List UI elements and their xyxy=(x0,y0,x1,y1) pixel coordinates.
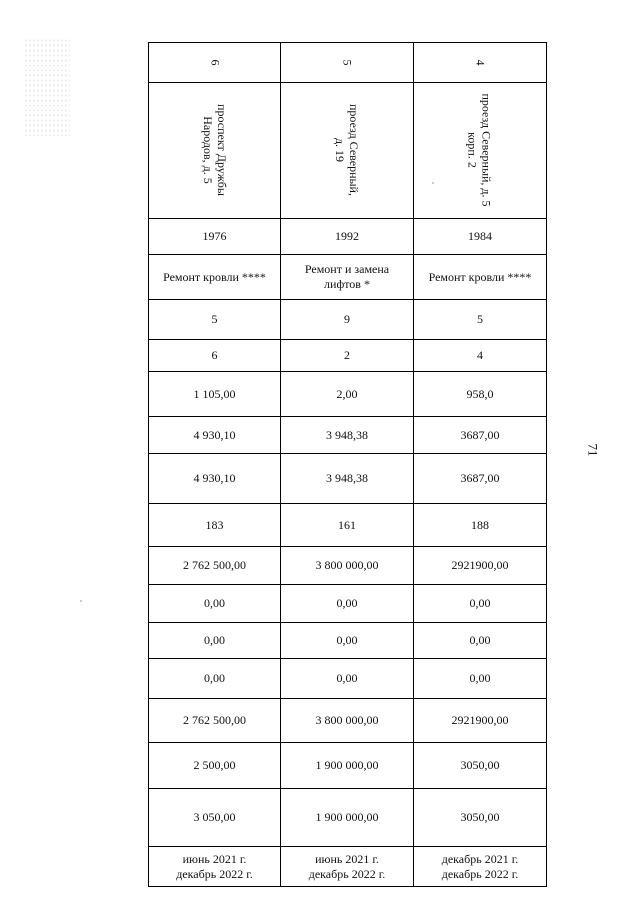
cell-value: 1 900 000,00 xyxy=(281,789,414,847)
row-value-7 xyxy=(149,547,547,585)
row-value-11 xyxy=(149,699,547,743)
cell-value: 3 050,00 xyxy=(149,789,281,847)
row-value-10 xyxy=(149,659,547,699)
cell-address: проезд Северный, д. 19 xyxy=(281,83,414,219)
page-number: 71 xyxy=(585,443,601,457)
cell-value: 3 948,38 xyxy=(281,454,414,504)
cell-value: 6 xyxy=(149,340,281,372)
row-number xyxy=(149,43,547,83)
cell-value: 3687,00 xyxy=(414,417,547,454)
cell-value: 958,0 xyxy=(414,372,547,417)
cell-period: июнь 2021 г. декабрь 2022 г. xyxy=(149,847,281,887)
scan-artifact xyxy=(24,38,70,136)
row-value-6 xyxy=(149,504,547,547)
cell-value: 0,00 xyxy=(281,623,414,659)
row-value-9 xyxy=(149,623,547,659)
cell-value: 4 930,10 xyxy=(149,417,281,454)
cell-value: 1 105,00 xyxy=(149,372,281,417)
cell-value: 188 xyxy=(414,504,547,547)
cell-value: 2921900,00 xyxy=(414,547,547,585)
row-address xyxy=(149,83,547,219)
cell-value: 5 xyxy=(149,300,281,340)
cell-value: 2 762 500,00 xyxy=(149,699,281,743)
cell-value: 3 800 000,00 xyxy=(281,547,414,585)
cell-value: 2 500,00 xyxy=(149,743,281,789)
cell-value: 4 930,10 xyxy=(149,454,281,504)
document-table xyxy=(148,42,547,887)
cell-value: 2921900,00 xyxy=(414,699,547,743)
row-year xyxy=(149,219,547,255)
cell-year: 1992 xyxy=(281,219,414,255)
cell-number: 6 xyxy=(149,43,281,83)
cell-value: 2,00 xyxy=(281,372,414,417)
scan-speck xyxy=(80,600,82,602)
cell-work-type: Ремонт кровли **** xyxy=(414,255,547,300)
row-work-type xyxy=(149,255,547,300)
cell-period: июнь 2021 г. декабрь 2022 г. xyxy=(281,847,414,887)
cell-address: проспект Дружбы Народов, д. 5 xyxy=(149,83,281,219)
cell-value: 0,00 xyxy=(281,659,414,699)
row-value-3 xyxy=(149,372,547,417)
cell-year: 1976 xyxy=(149,219,281,255)
cell-value: 183 xyxy=(149,504,281,547)
cell-period: декабрь 2021 г. декабрь 2022 г. xyxy=(414,847,547,887)
cell-value: 161 xyxy=(281,504,414,547)
cell-work-type: Ремонт кровли **** xyxy=(149,255,281,300)
cell-value: 3 948,38 xyxy=(281,417,414,454)
cell-value: 9 xyxy=(281,300,414,340)
cell-address: проезд Северный, д. 5 корп. 2 xyxy=(414,83,547,219)
row-value-5 xyxy=(149,454,547,504)
row-period xyxy=(149,847,547,887)
row-value-13 xyxy=(149,789,547,847)
cell-number: 5 xyxy=(281,43,414,83)
cell-value: 0,00 xyxy=(414,585,547,623)
row-value-4 xyxy=(149,417,547,454)
cell-value: 0,00 xyxy=(149,585,281,623)
cell-value: 1 900 000,00 xyxy=(281,743,414,789)
cell-value: 3050,00 xyxy=(414,743,547,789)
cell-work-type: Ремонт и замена лифтов * xyxy=(281,255,414,300)
cell-value: 4 xyxy=(414,340,547,372)
row-value-12 xyxy=(149,743,547,789)
row-value-1 xyxy=(149,300,547,340)
cell-value: 2 762 500,00 xyxy=(149,547,281,585)
row-value-2 xyxy=(149,340,547,372)
cell-value: 3050,00 xyxy=(414,789,547,847)
cell-value: 0,00 xyxy=(149,659,281,699)
cell-number: 4 xyxy=(414,43,547,83)
cell-value: 0,00 xyxy=(414,623,547,659)
cell-value: 0,00 xyxy=(414,659,547,699)
cell-value: 5 xyxy=(414,300,547,340)
cell-value: 0,00 xyxy=(149,623,281,659)
cell-value: 3687,00 xyxy=(414,454,547,504)
cell-year: 1984 xyxy=(414,219,547,255)
row-value-8 xyxy=(149,585,547,623)
cell-value: 0,00 xyxy=(281,585,414,623)
cell-value: 2 xyxy=(281,340,414,372)
cell-value: 3 800 000,00 xyxy=(281,699,414,743)
